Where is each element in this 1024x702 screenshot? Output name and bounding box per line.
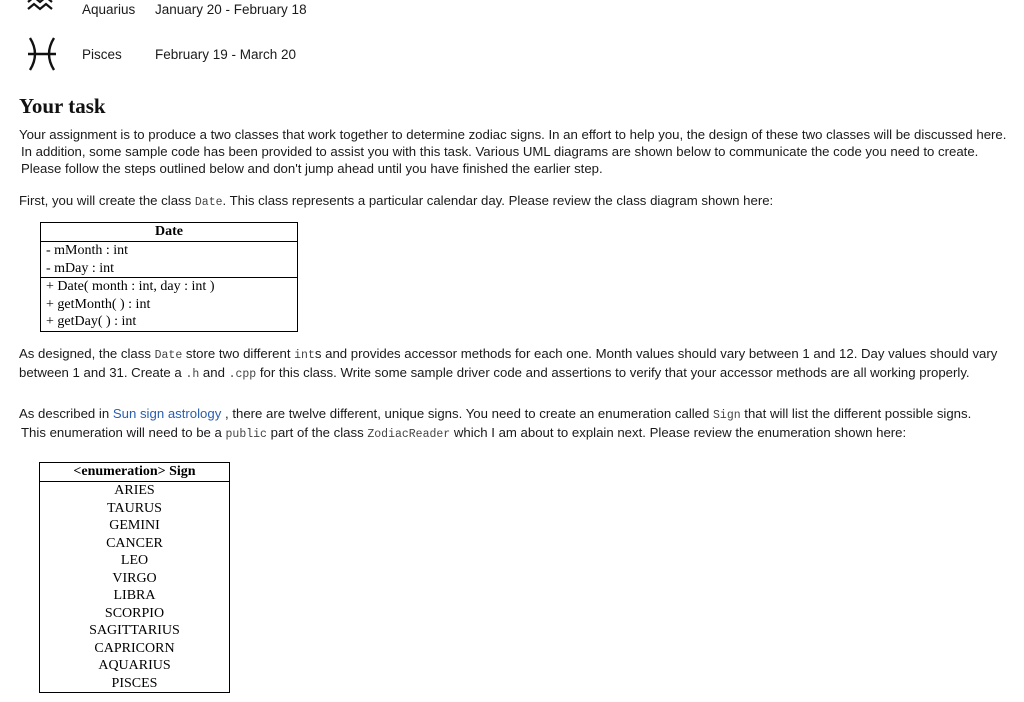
code-public: public bbox=[225, 428, 267, 441]
methods-section bbox=[41, 278, 297, 331]
method: + getDay( ) : int bbox=[46, 314, 137, 329]
enum-value: TAURUS bbox=[107, 500, 162, 516]
enum-value: AQUARIUS bbox=[98, 658, 171, 673]
enum-value: SAGITTARIUS bbox=[89, 623, 180, 638]
sun-sign-astrology-link[interactable]: Sun sign astrology bbox=[112, 406, 222, 421]
method: + Date( month : int, day : int ) bbox=[46, 279, 215, 294]
sign-name: Aquarius bbox=[82, 2, 136, 17]
text: As described in bbox=[19, 406, 113, 421]
intro-line: In addition, some sample code has been provided to assist you with this task. Various UML diagrams are shown below to communicate the code you need to create. bbox=[21, 144, 979, 159]
intro-paragraph bbox=[19, 126, 1007, 177]
designed-paragraph bbox=[19, 345, 1004, 383]
sign-dates: January 20 - February 18 bbox=[155, 2, 307, 17]
text: and bbox=[199, 365, 229, 380]
text: As designed, the class bbox=[19, 346, 155, 361]
code-h: .h bbox=[185, 368, 200, 381]
text: that will list the different possible signs. bbox=[740, 406, 972, 421]
sign-name: Pisces bbox=[82, 47, 122, 62]
code-int: int bbox=[294, 349, 315, 362]
enum-value: PISCES bbox=[111, 675, 158, 691]
aquarius-icon bbox=[22, 0, 64, 26]
date-class-diagram bbox=[40, 222, 298, 332]
enum-value: LIBRA bbox=[113, 588, 156, 603]
enum-value: CAPRICORN bbox=[94, 640, 175, 656]
enum-values bbox=[40, 482, 229, 692]
field: - mDay : int bbox=[46, 260, 115, 276]
zodiac-row-pisces bbox=[22, 36, 422, 76]
described-paragraph bbox=[19, 405, 1004, 443]
text: part of the class bbox=[266, 425, 368, 440]
text: First, you will create the class bbox=[19, 193, 195, 208]
text: This enumeration will need to be a bbox=[21, 425, 226, 440]
text: s and provides accessor methods for each one. Month values should vary between 1 and 12. Day values should vary bbox=[314, 346, 998, 361]
first-paragraph bbox=[19, 192, 1004, 211]
section-heading: Your task bbox=[19, 94, 106, 118]
zodiac-row-aquarius bbox=[22, 0, 422, 30]
fields-section bbox=[41, 242, 297, 278]
code-cpp: .cpp bbox=[228, 368, 257, 381]
text: between 1 and 31. Create a bbox=[19, 365, 186, 380]
enum-value: LEO bbox=[120, 553, 149, 568]
pisces-icon bbox=[22, 36, 64, 72]
text: which I am about to explain next. Please review the enumeration shown here: bbox=[450, 425, 907, 440]
field: - mMonth : int bbox=[46, 243, 129, 258]
code-date: Date bbox=[154, 349, 183, 362]
text: . This class represents a particular calendar day. Please review the class diagram shown here: bbox=[222, 193, 774, 208]
class-name: Date bbox=[41, 223, 297, 242]
enum-name: <enumeration> Sign bbox=[40, 463, 229, 482]
intro-line: Your assignment is to produce a two classes that work together to determine zodiac signs. In an effort to help you, the design of these two classes will be discussed here. bbox=[19, 127, 1007, 142]
code-zodiacreader: ZodiacReader bbox=[367, 428, 451, 441]
text: for this class. Write some sample driver code and assertions to verify that your accessor methods are all working properly. bbox=[256, 365, 970, 380]
enum-value: GEMINI bbox=[109, 518, 160, 533]
text: , there are twelve different, unique signs. You need to create an enumeration called bbox=[221, 406, 714, 421]
enum-value: CANCER bbox=[106, 535, 163, 551]
sign-enum-diagram bbox=[39, 462, 230, 693]
enum-value: VIRGO bbox=[112, 570, 157, 586]
method: + getMonth( ) : int bbox=[46, 296, 151, 312]
enum-value: ARIES bbox=[114, 483, 155, 498]
code-sign: Sign bbox=[713, 409, 741, 422]
code-date: Date bbox=[194, 196, 223, 209]
intro-line: Please follow the steps outlined below and don't jump ahead until you have finished the earlier step. bbox=[21, 161, 603, 176]
text: store two different bbox=[182, 346, 295, 361]
enum-value: SCORPIO bbox=[104, 605, 165, 621]
sign-dates: February 19 - March 20 bbox=[155, 47, 297, 62]
